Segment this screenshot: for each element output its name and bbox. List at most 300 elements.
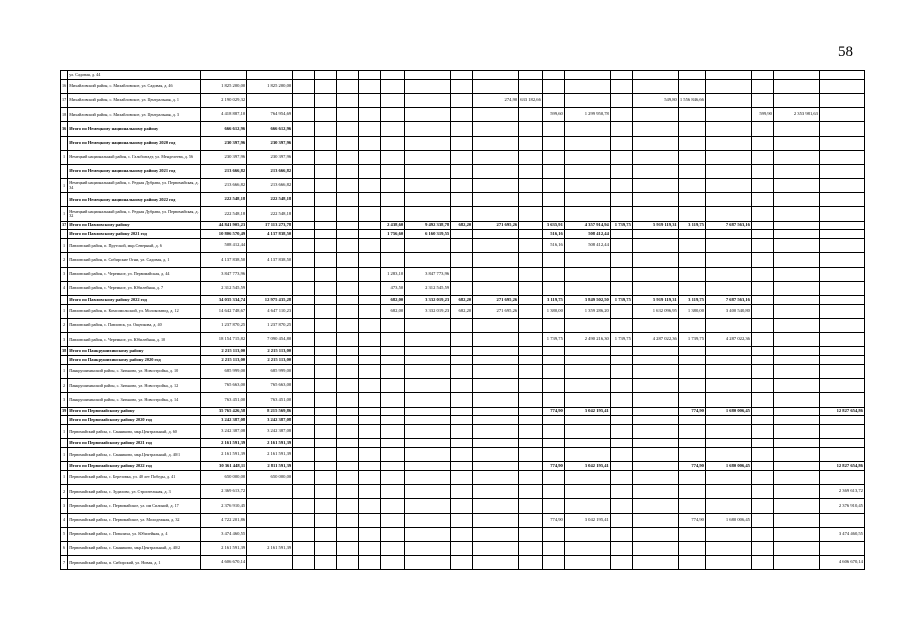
table-cell xyxy=(315,333,337,347)
table-cell xyxy=(705,448,751,462)
row-name: Первомайский район, с. Первомайское, ул. им Силиной, д. 17 xyxy=(68,499,201,513)
table-cell xyxy=(542,542,564,556)
table-cell xyxy=(773,193,819,207)
table-row xyxy=(61,253,865,267)
table-row xyxy=(61,513,865,527)
row-name: Павловский район, с. Черемное, ул. Первомайская, д. 44 xyxy=(68,267,201,281)
table-cell xyxy=(359,79,381,93)
table-cell xyxy=(405,179,451,193)
table-cell xyxy=(610,439,632,448)
table-cell xyxy=(293,253,315,267)
row-name: Михайловский район, с. Михайловское, ул. Центральная, д. 3 xyxy=(68,108,201,122)
row-name: Итого по Немецкому национальному району 2020 год xyxy=(68,136,201,150)
table-cell: 2 490 216,30 xyxy=(564,333,610,347)
table-cell xyxy=(678,71,705,80)
table-cell xyxy=(247,513,293,527)
table-cell xyxy=(451,230,473,239)
table-cell: 2 376 910,45 xyxy=(201,499,247,513)
table-cell xyxy=(705,499,751,513)
table-cell xyxy=(315,79,337,93)
table-cell xyxy=(337,499,359,513)
table-cell xyxy=(542,136,564,150)
table-row xyxy=(61,319,865,333)
table-cell xyxy=(610,150,632,164)
table-cell xyxy=(337,471,359,485)
table-cell xyxy=(473,79,519,93)
table-cell xyxy=(337,122,359,136)
table-cell: 599,90 xyxy=(751,108,773,122)
table-cell xyxy=(632,471,678,485)
row-number: 4 xyxy=(61,281,68,295)
table-cell: 682,00 xyxy=(381,304,405,318)
row-number: 17 xyxy=(61,93,68,107)
table-cell xyxy=(293,136,315,150)
table-cell xyxy=(337,304,359,318)
table-cell xyxy=(610,193,632,207)
table-cell: 7 687 563,16 xyxy=(705,296,751,305)
table-cell xyxy=(751,253,773,267)
table-cell xyxy=(751,221,773,230)
table-cell: 1 825 200,00 xyxy=(247,79,293,93)
table-cell xyxy=(519,179,543,193)
table-cell xyxy=(315,527,337,541)
table-cell: 763 451,00 xyxy=(247,393,293,407)
table-cell xyxy=(293,207,315,221)
table-cell xyxy=(473,527,519,541)
table-cell: 4 647 110,23 xyxy=(247,304,293,318)
table-cell xyxy=(381,108,405,122)
table-cell xyxy=(381,407,405,416)
table-cell xyxy=(405,485,451,499)
table-cell xyxy=(381,425,405,439)
table-cell: 2 376 910,45 xyxy=(819,499,864,513)
table-cell xyxy=(542,79,564,93)
table-cell xyxy=(337,179,359,193)
table-cell: 1 359 286,20 xyxy=(564,304,610,318)
table-cell xyxy=(359,179,381,193)
table-cell xyxy=(610,542,632,556)
table-cell xyxy=(473,485,519,499)
table-cell xyxy=(451,179,473,193)
table-cell xyxy=(293,347,315,356)
table-cell: 682,20 xyxy=(451,221,473,230)
table-cell xyxy=(359,462,381,471)
table-cell: 2 161 591,39 xyxy=(247,542,293,556)
table-cell xyxy=(315,93,337,107)
table-cell xyxy=(564,150,610,164)
table-cell xyxy=(773,281,819,295)
table-cell xyxy=(519,136,543,150)
table-cell xyxy=(678,239,705,253)
table-cell: 230 397,96 xyxy=(247,150,293,164)
row-number: 2 xyxy=(61,319,68,333)
table-row xyxy=(61,471,865,485)
table-cell xyxy=(751,239,773,253)
table-cell xyxy=(405,462,451,471)
table-cell xyxy=(519,296,543,305)
table-cell xyxy=(751,79,773,93)
table-cell xyxy=(705,239,751,253)
table-cell xyxy=(819,425,864,439)
table-cell xyxy=(315,499,337,513)
table-cell xyxy=(405,71,451,80)
table-cell xyxy=(405,122,451,136)
table-cell xyxy=(564,364,610,378)
table-cell xyxy=(451,485,473,499)
table-cell xyxy=(564,136,610,150)
table-cell xyxy=(519,393,543,407)
table-cell xyxy=(315,319,337,333)
table-cell xyxy=(315,221,337,230)
table-cell xyxy=(819,71,864,80)
table-cell xyxy=(542,356,564,365)
table-cell: 2 215 113,00 xyxy=(247,356,293,365)
table-cell: 763 451,00 xyxy=(201,393,247,407)
table-cell: 1 380,00 xyxy=(542,304,564,318)
table-cell xyxy=(632,485,678,499)
table-cell xyxy=(773,164,819,178)
table-cell xyxy=(519,304,543,318)
table-cell xyxy=(564,542,610,556)
table-cell xyxy=(773,407,819,416)
table-cell xyxy=(451,193,473,207)
table-cell: 12 827 654,86 xyxy=(819,407,864,416)
table-cell xyxy=(451,513,473,527)
table-cell xyxy=(519,499,543,513)
table-cell: 1 299 950,78 xyxy=(564,108,610,122)
table-row xyxy=(61,267,865,281)
table-cell xyxy=(293,462,315,471)
table-cell xyxy=(359,122,381,136)
table-cell xyxy=(705,93,751,107)
table-cell: 1 556 846,66 xyxy=(678,93,705,107)
table-cell xyxy=(678,347,705,356)
table-cell xyxy=(519,439,543,448)
table-cell: 222 548,18 xyxy=(247,207,293,221)
table-cell xyxy=(451,333,473,347)
table-cell xyxy=(451,499,473,513)
table-cell: 4 137 838,50 xyxy=(247,230,293,239)
table-cell xyxy=(293,333,315,347)
table-cell xyxy=(819,281,864,295)
table-cell: 1 283,10 xyxy=(381,267,405,281)
table-cell xyxy=(315,556,337,570)
table-cell: 685 999,00 xyxy=(247,364,293,378)
table-cell: 222 548,18 xyxy=(201,193,247,207)
row-name: Итого по Первомайскому району 2022 год xyxy=(68,462,201,471)
table-cell: 5 919 119,31 xyxy=(632,296,678,305)
table-cell xyxy=(542,485,564,499)
table-cell xyxy=(247,239,293,253)
table-cell xyxy=(381,136,405,150)
table-cell xyxy=(819,439,864,448)
table-cell xyxy=(678,379,705,393)
table-cell xyxy=(819,379,864,393)
table-cell xyxy=(705,281,751,295)
table-cell: 666 612,96 xyxy=(247,122,293,136)
table-cell xyxy=(819,79,864,93)
table-cell xyxy=(293,364,315,378)
table-cell: 2 369 613,72 xyxy=(819,485,864,499)
table-cell xyxy=(632,462,678,471)
table-row xyxy=(61,439,865,448)
table-row xyxy=(61,347,865,356)
table-row xyxy=(61,556,865,570)
table-cell: 682,20 xyxy=(451,304,473,318)
table-cell xyxy=(705,319,751,333)
table-cell xyxy=(751,448,773,462)
table-cell xyxy=(451,253,473,267)
table-cell: 3 042 195,41 xyxy=(564,407,610,416)
table-cell: 2 215 113,00 xyxy=(201,356,247,365)
table-cell xyxy=(705,179,751,193)
table-cell xyxy=(705,79,751,93)
table-cell xyxy=(819,207,864,221)
table-cell xyxy=(293,267,315,281)
table-cell xyxy=(819,296,864,305)
table-cell xyxy=(705,379,751,393)
table-cell xyxy=(773,150,819,164)
table-cell xyxy=(610,379,632,393)
table-cell xyxy=(678,471,705,485)
table-cell xyxy=(293,527,315,541)
table-cell xyxy=(773,79,819,93)
table-row xyxy=(61,356,865,365)
table-cell xyxy=(751,193,773,207)
table-cell xyxy=(564,281,610,295)
row-name: Первомайский район, с. Зудилово, ул. Строительная, д. 3 xyxy=(68,485,201,499)
table-cell xyxy=(451,471,473,485)
table-cell xyxy=(473,347,519,356)
table-cell xyxy=(705,347,751,356)
table-cell xyxy=(819,150,864,164)
table-cell xyxy=(405,239,451,253)
table-cell xyxy=(751,364,773,378)
table-cell xyxy=(451,122,473,136)
table-cell xyxy=(451,319,473,333)
table-cell xyxy=(473,207,519,221)
table-cell xyxy=(359,527,381,541)
table-cell xyxy=(359,471,381,485)
table-cell: 4 722 201,86 xyxy=(201,513,247,527)
table-row xyxy=(61,71,865,80)
table-cell: 3 847 773,96 xyxy=(405,267,451,281)
table-cell xyxy=(773,499,819,513)
table-cell xyxy=(678,364,705,378)
table-cell: 1 237 870,25 xyxy=(201,319,247,333)
table-cell xyxy=(542,319,564,333)
table-cell xyxy=(819,221,864,230)
table-row xyxy=(61,425,865,439)
table-cell xyxy=(381,333,405,347)
table-cell xyxy=(564,499,610,513)
row-number: 1 xyxy=(61,150,68,164)
table-cell xyxy=(451,379,473,393)
table-cell xyxy=(315,364,337,378)
table-cell xyxy=(473,471,519,485)
table-row xyxy=(61,239,865,253)
table-cell xyxy=(315,448,337,462)
table-cell: 2 161 591,39 xyxy=(201,542,247,556)
table-cell xyxy=(751,439,773,448)
table-cell xyxy=(632,207,678,221)
table-row xyxy=(61,221,865,230)
table-cell: 4 137 838,50 xyxy=(247,253,293,267)
table-cell: 230 397,96 xyxy=(247,136,293,150)
table-cell xyxy=(773,527,819,541)
table-cell xyxy=(632,542,678,556)
table-cell xyxy=(678,207,705,221)
table-cell xyxy=(451,267,473,281)
table-cell xyxy=(632,267,678,281)
table-cell xyxy=(819,179,864,193)
table-cell: 3 332 019,23 xyxy=(405,304,451,318)
table-cell: 230 397,96 xyxy=(201,136,247,150)
row-name: Павловский район, с. Павловск, ул. Ощепкова, д. 40 xyxy=(68,319,201,333)
table-cell xyxy=(751,425,773,439)
table-cell xyxy=(247,527,293,541)
data-table xyxy=(60,70,865,570)
table-cell xyxy=(315,239,337,253)
table-cell xyxy=(381,71,405,80)
table-row xyxy=(61,150,865,164)
table-cell: 650 000,00 xyxy=(201,471,247,485)
table-cell xyxy=(359,542,381,556)
table-cell xyxy=(751,513,773,527)
table-cell xyxy=(381,462,405,471)
row-name: Итого по Первомайскому району 2021 год xyxy=(68,439,201,448)
table-cell xyxy=(315,439,337,448)
table-cell xyxy=(632,416,678,425)
table-cell xyxy=(473,499,519,513)
table-cell xyxy=(819,333,864,347)
table-cell xyxy=(359,364,381,378)
table-cell xyxy=(381,319,405,333)
table-cell: 2 190 029,32 xyxy=(201,93,247,107)
table-cell: 516,16 xyxy=(542,230,564,239)
row-name: Итого по Павловскому району 2021 год xyxy=(68,230,201,239)
table-row xyxy=(61,281,865,295)
table-cell xyxy=(381,379,405,393)
table-cell xyxy=(315,193,337,207)
table-cell xyxy=(564,207,610,221)
table-cell xyxy=(293,356,315,365)
table-cell: 682,00 xyxy=(381,296,405,305)
table-cell xyxy=(519,364,543,378)
table-cell: 3 042 195,41 xyxy=(564,462,610,471)
table-cell xyxy=(451,150,473,164)
table-cell xyxy=(381,499,405,513)
row-number: 1 xyxy=(61,471,68,485)
table-row xyxy=(61,230,865,239)
row-name: Панкрушихинский район, с. Зятьково, ул. Новостройка, д. 12 xyxy=(68,379,201,393)
table-cell xyxy=(473,136,519,150)
row-number xyxy=(61,356,68,365)
table-cell xyxy=(359,416,381,425)
table-cell xyxy=(359,193,381,207)
table-cell: 3 119,75 xyxy=(678,296,705,305)
table-cell xyxy=(819,267,864,281)
table-cell: 508 412,44 xyxy=(201,239,247,253)
table-cell xyxy=(610,416,632,425)
row-number xyxy=(61,193,68,207)
table-cell xyxy=(519,253,543,267)
table-cell xyxy=(751,471,773,485)
table-cell xyxy=(773,485,819,499)
table-cell xyxy=(293,439,315,448)
table-cell xyxy=(315,296,337,305)
table-cell xyxy=(315,253,337,267)
table-cell: 2 215 113,00 xyxy=(201,347,247,356)
table-cell xyxy=(773,267,819,281)
table-cell xyxy=(773,347,819,356)
table-cell xyxy=(678,230,705,239)
table-cell xyxy=(773,393,819,407)
table-cell xyxy=(519,347,543,356)
table-cell xyxy=(293,230,315,239)
table-cell xyxy=(705,230,751,239)
table-cell xyxy=(337,296,359,305)
table-cell: 1 756,60 xyxy=(381,230,405,239)
table-cell xyxy=(473,239,519,253)
table-cell xyxy=(705,122,751,136)
table-cell: 2 312 545,59 xyxy=(405,281,451,295)
table-cell xyxy=(293,281,315,295)
table-cell xyxy=(564,356,610,365)
table-cell xyxy=(610,71,632,80)
row-name: Итого по Первомайскому району 2020 год xyxy=(68,416,201,425)
table-cell xyxy=(381,542,405,556)
table-cell xyxy=(315,164,337,178)
table-cell xyxy=(315,150,337,164)
row-name: Итого по Панкрушихинскому району 2020 год xyxy=(68,356,201,365)
table-cell xyxy=(293,150,315,164)
table-cell xyxy=(201,71,247,80)
table-cell: 1 380,00 xyxy=(678,304,705,318)
table-cell xyxy=(293,379,315,393)
table-cell xyxy=(315,230,337,239)
table-cell xyxy=(315,281,337,295)
table-cell xyxy=(315,122,337,136)
table-cell xyxy=(542,179,564,193)
table-cell xyxy=(519,407,543,416)
table-cell xyxy=(751,164,773,178)
table-cell xyxy=(315,471,337,485)
row-number xyxy=(61,71,68,80)
table-cell xyxy=(632,71,678,80)
table-cell xyxy=(542,93,564,107)
table-cell xyxy=(293,239,315,253)
table-cell xyxy=(473,364,519,378)
table-cell: 14 642 748,67 xyxy=(201,304,247,318)
table-cell xyxy=(705,364,751,378)
table-cell xyxy=(773,230,819,239)
table-cell xyxy=(451,393,473,407)
row-name: Павловский район, с. Черемное, ул. Юбилейная, д. 10 xyxy=(68,333,201,347)
table-cell xyxy=(610,253,632,267)
table-cell xyxy=(451,425,473,439)
table-cell xyxy=(632,407,678,416)
table-cell xyxy=(751,122,773,136)
row-name: Первомайский район, с. Санниково, мкр.Центральный, д. 40/1 xyxy=(68,448,201,462)
table-cell xyxy=(542,448,564,462)
table-cell xyxy=(337,136,359,150)
table-cell: 6 160 319,55 xyxy=(405,230,451,239)
table-cell xyxy=(705,193,751,207)
table-cell: 3 119,75 xyxy=(542,296,564,305)
table-cell xyxy=(451,71,473,80)
table-cell xyxy=(451,239,473,253)
